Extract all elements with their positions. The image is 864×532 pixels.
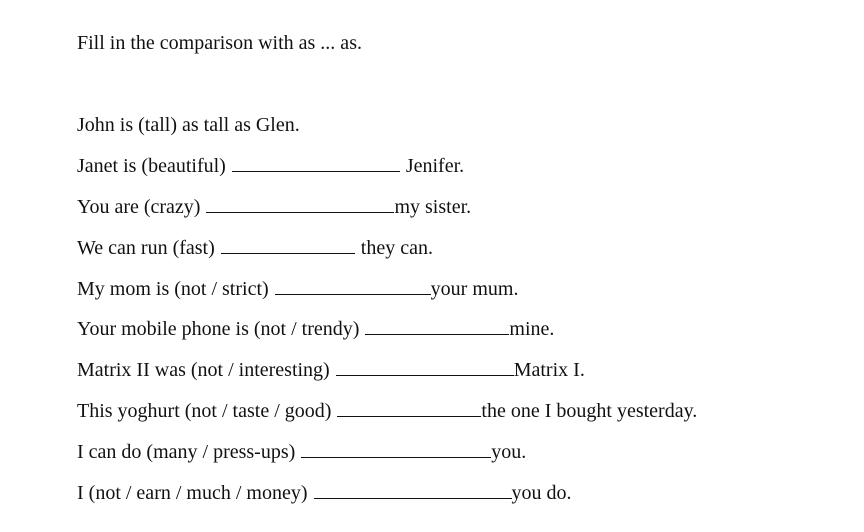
exercise-row xyxy=(77,152,464,179)
exercise-prompt: My mom is (not / strict) xyxy=(77,278,269,300)
answer-blank[interactable] xyxy=(301,438,491,458)
exercise-ending: Jenifer. xyxy=(405,155,465,177)
exercise-row xyxy=(77,193,471,220)
exercise-row xyxy=(77,234,433,261)
exercise-ending: they can. xyxy=(360,237,433,259)
answer-blank[interactable] xyxy=(275,275,431,295)
exercise-row xyxy=(77,356,585,383)
exercise-prompt: This yoghurt (not / taste / good) xyxy=(77,400,332,422)
exercise-row xyxy=(77,438,526,465)
exercise-ending: you do. xyxy=(511,482,572,504)
exercise-prompt: I (not / earn / much / money) xyxy=(77,482,308,504)
exercise-ending: your mum. xyxy=(430,278,519,300)
answer-blank[interactable] xyxy=(206,193,394,213)
example-text: John is (tall) as tall as Glen. xyxy=(77,114,300,136)
exercise-ending: the one I bought yesterday. xyxy=(481,400,698,422)
exercise-prompt: We can run (fast) xyxy=(77,237,215,259)
exercise-prompt: Janet is (beautiful) xyxy=(77,155,226,177)
exercise-row xyxy=(77,479,572,506)
exercise-prompt: Your mobile phone is (not / trendy) xyxy=(77,318,360,340)
exercise-ending: my sister. xyxy=(394,196,472,218)
example-sentence xyxy=(77,112,300,138)
exercise-prompt: Matrix II was (not / interesting) xyxy=(77,359,330,381)
answer-blank[interactable] xyxy=(336,356,514,376)
exercise-prompt: I can do (many / press-ups) xyxy=(77,441,296,463)
exercise-row xyxy=(77,315,554,342)
exercise-row xyxy=(77,397,697,424)
instruction-heading: Fill in the comparison with as ... as. xyxy=(77,32,362,54)
answer-blank[interactable] xyxy=(232,152,400,172)
exercise-row xyxy=(77,275,518,302)
answer-blank[interactable] xyxy=(365,315,509,335)
exercise-prompt: You are (crazy) xyxy=(77,196,201,218)
answer-blank[interactable] xyxy=(314,479,512,499)
exercise-ending: Matrix I. xyxy=(513,359,585,381)
answer-blank[interactable] xyxy=(221,234,355,254)
exercise-ending: mine. xyxy=(509,318,555,340)
exercise-ending: you. xyxy=(491,441,527,463)
answer-blank[interactable] xyxy=(337,397,481,417)
